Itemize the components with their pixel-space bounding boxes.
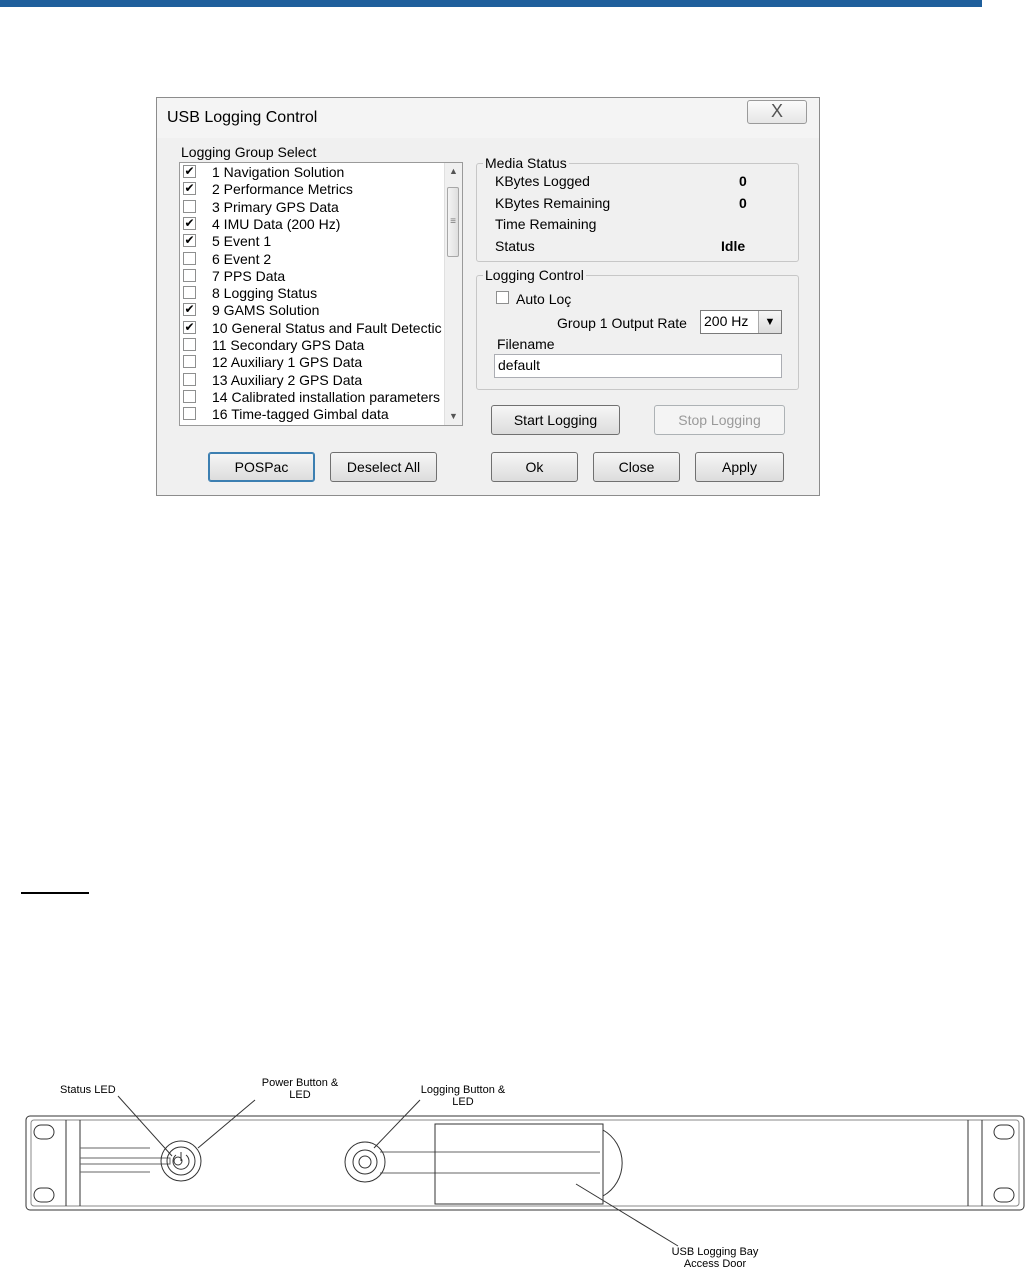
group-checkbox[interactable]	[183, 286, 196, 299]
list-item[interactable]	[180, 199, 445, 216]
group-checkbox[interactable]	[183, 355, 196, 368]
auto-log-checkbox[interactable]	[496, 291, 509, 304]
group-label: 1 Navigation Solution	[212, 164, 345, 180]
section-underline	[21, 880, 89, 894]
close-window-button[interactable]	[747, 100, 807, 124]
group-label: 9 GAMS Solution	[212, 302, 320, 319]
front-panel-drawing	[0, 1060, 1031, 1271]
list-item[interactable]	[180, 372, 445, 389]
output-rate-select[interactable]	[700, 310, 782, 334]
list-item[interactable]	[180, 389, 445, 406]
left-bottom-slot	[34, 1188, 54, 1202]
group-label: 11 Secondary GPS Data	[212, 337, 365, 353]
close-button[interactable]: Close	[593, 452, 680, 482]
dropdown-arrow-icon[interactable]: ▼	[758, 311, 781, 333]
media-status-title: Media Status	[485, 155, 567, 171]
list-item[interactable]	[180, 285, 445, 302]
apply-button[interactable]: Apply	[695, 452, 784, 482]
logging-group-listbox[interactable]	[179, 162, 463, 426]
status-value: Idle	[721, 238, 746, 254]
ok-button[interactable]: Ok	[491, 452, 578, 482]
start-logging-button[interactable]: Start Logging	[491, 405, 620, 435]
dialog-titlebar	[157, 98, 819, 138]
dialog-title: USB Logging Control	[167, 109, 318, 126]
group-checkbox[interactable]	[183, 390, 196, 403]
time-remaining-label: Time Remaining	[495, 216, 597, 232]
logging-button-arrow	[374, 1100, 420, 1148]
usb-bay-arrow	[576, 1184, 678, 1246]
logging-control-title: Logging Control	[485, 267, 584, 283]
group-label: 10 General Status and Fault Detectic	[212, 319, 442, 336]
group-label: 13 Auxiliary 2 GPS Data	[212, 371, 363, 388]
usb-bay-callout-line1: USB Logging Bay	[671, 1246, 759, 1258]
group-checkbox[interactable]	[183, 373, 196, 386]
group-label: 16 Time-tagged Gimbal data	[212, 406, 389, 423]
kbytes-logged-label: KBytes Logged	[495, 173, 590, 189]
kbytes-logged-value: 0	[739, 173, 747, 189]
filename-value: default	[498, 357, 541, 373]
filename-input[interactable]	[494, 354, 782, 378]
auto-log-label: Auto Loç	[516, 291, 571, 307]
logging-button-outer	[345, 1142, 385, 1182]
output-rate-label: Group 1 Output Rate	[557, 315, 687, 331]
group-label: 5 Event 1	[212, 233, 272, 250]
group-checkbox[interactable]: ✔	[184, 302, 195, 317]
usb-bay-callout-line2: Access Door	[683, 1258, 747, 1270]
group-checkbox[interactable]: ✔	[184, 215, 195, 230]
group-label: 12 Auxiliary 1 GPS Data	[212, 354, 363, 371]
status-led-callout: Status LED	[60, 1084, 116, 1096]
logging-button-center	[359, 1156, 371, 1168]
power-button-callout-line2: LED	[289, 1089, 311, 1101]
group-checkbox[interactable]	[183, 338, 196, 351]
pospac-button[interactable]: POSPac	[208, 452, 315, 482]
group-label: 7 PPS Data	[212, 267, 286, 284]
scroll-down-arrow-icon[interactable]: ▼	[449, 411, 458, 421]
list-item[interactable]	[180, 337, 445, 354]
center-channel	[380, 1152, 600, 1173]
logging-group-select-label: Logging Group Select	[181, 144, 317, 160]
listbox-scrollbar[interactable]	[444, 163, 462, 425]
deselect-all-button[interactable]: Deselect All	[330, 452, 437, 482]
group-checkbox[interactable]: ✔	[184, 181, 195, 196]
page-header-bar	[0, 0, 982, 7]
group-checkbox[interactable]	[183, 269, 196, 282]
scroll-thumb[interactable]: ≡	[447, 187, 459, 257]
logging-button-callout-line1: Logging Button &	[420, 1084, 506, 1096]
list-item[interactable]	[180, 251, 445, 268]
left-top-slot	[34, 1125, 54, 1139]
group-label: 8 Logging Status	[212, 285, 318, 302]
stop-logging-button[interactable]: Stop Logging	[654, 405, 785, 435]
group-label: 2 Performance Metrics	[212, 181, 353, 198]
chassis-inner-outline	[31, 1120, 1019, 1206]
list-item[interactable]	[180, 320, 445, 337]
group-label: 6 Event 2	[212, 250, 272, 267]
list-item[interactable]	[180, 268, 445, 285]
right-bottom-slot	[994, 1188, 1014, 1202]
scroll-up-arrow-icon[interactable]: ▲	[449, 166, 458, 176]
filename-label: Filename	[497, 336, 555, 352]
usb-bay-door-arc	[603, 1130, 622, 1196]
group-checkbox[interactable]: ✔	[184, 319, 195, 334]
logging-button-icon	[353, 1150, 377, 1174]
kbytes-remaining-value: 0	[739, 195, 747, 211]
status-led-arrow	[118, 1096, 172, 1156]
list-item[interactable]	[180, 354, 445, 371]
group-checkbox[interactable]	[183, 200, 196, 213]
list-item[interactable]	[180, 233, 445, 250]
usb-bay-door	[435, 1124, 603, 1204]
power-button-callout-line1: Power Button &	[261, 1077, 339, 1089]
front-panel-diagram	[0, 1060, 1031, 1271]
kbytes-remaining-label: KBytes Remaining	[495, 195, 611, 211]
list-item[interactable]	[180, 406, 445, 423]
group-checkbox[interactable]: ✔	[184, 233, 195, 248]
right-top-slot	[994, 1125, 1014, 1139]
status-label: Status	[495, 238, 535, 254]
list-item[interactable]	[180, 181, 445, 198]
list-item[interactable]	[180, 302, 445, 319]
group-checkbox[interactable]: ✔	[184, 164, 195, 178]
group-label: 3 Primary GPS Data	[212, 198, 339, 215]
output-rate-value: 200 Hz	[704, 313, 749, 329]
media-status-group	[476, 155, 799, 262]
group-label: 4 IMU Data (200 Hz)	[212, 215, 341, 232]
group-label: 14 Calibrated installation parameters	[212, 388, 441, 405]
list-item[interactable]	[180, 216, 445, 233]
logging-button-callout-line2: LED	[452, 1096, 474, 1108]
list-item[interactable]	[180, 164, 445, 181]
group-checkbox[interactable]	[183, 407, 196, 420]
close-icon: X	[770, 101, 783, 121]
left-channel	[80, 1148, 170, 1172]
usb-logging-control-dialog	[156, 97, 820, 496]
chassis-outline	[26, 1116, 1024, 1210]
power-button-arrow	[198, 1100, 255, 1148]
group-checkbox[interactable]	[183, 252, 196, 265]
